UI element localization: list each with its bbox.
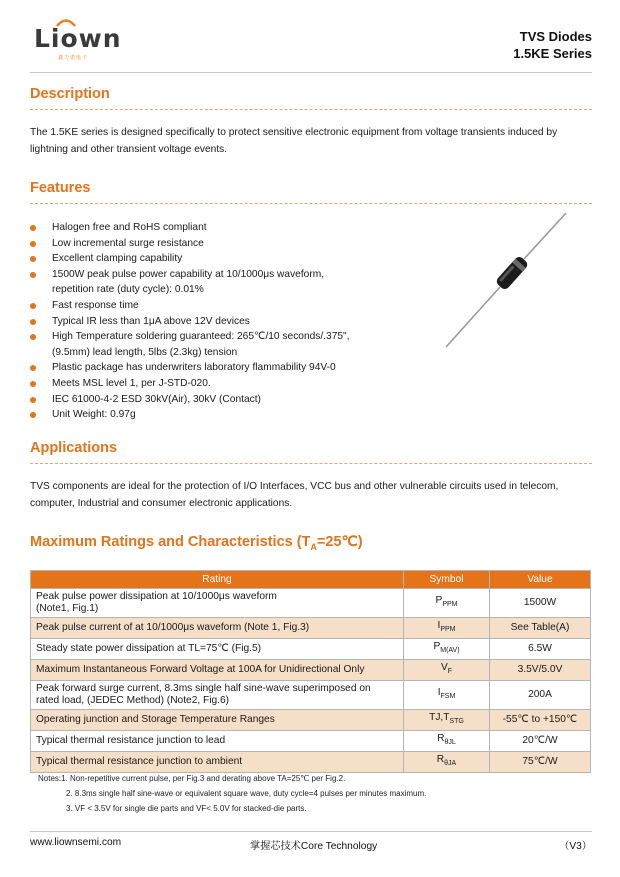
ratings-table	[30, 570, 591, 773]
table-row	[31, 589, 591, 618]
list-item-continuation: repetition rate (duty cycle): 0.01%	[52, 284, 204, 296]
list-item: Halogen free and RoHS compliant	[30, 220, 592, 236]
features-heading: Features	[30, 180, 91, 196]
logo-arc-icon	[55, 17, 77, 27]
logo-subtext: 鑫力诺电子	[58, 55, 89, 61]
table-row	[31, 752, 591, 773]
applications-heading: Applications	[30, 440, 118, 456]
table-row	[31, 660, 591, 681]
symbol-cell: $I_{FSM}$	[404, 681, 490, 710]
ratings-section	[30, 534, 592, 552]
value-cell: 1500W	[490, 589, 591, 618]
value-cell: 200A	[490, 681, 591, 710]
list-item: High Temperature soldering guaranteed: 265℃/10 seconds/.375",	[30, 329, 592, 345]
value-cell: See Table(A)	[490, 618, 591, 639]
footer-website-link[interactable]: www.liownsemi.com	[30, 837, 122, 848]
title-line-series: 1.5KE Series	[513, 46, 592, 61]
symbol-cell: $V_F$	[404, 660, 490, 681]
symbol-cell: $I_{PPM}$	[404, 618, 490, 639]
description-section	[30, 86, 592, 158]
section-divider	[30, 463, 592, 464]
value-cell: 75℃/W	[490, 752, 591, 773]
header-value: Value	[490, 571, 591, 589]
list-item: Low incremental surge resistance	[30, 236, 592, 252]
header-rating: Rating	[31, 571, 404, 589]
rating-cell: Peak pulse power dissipation at 10/1000μs waveform (Note1, Fig.1)	[31, 589, 404, 618]
note-2: 2. 8.3ms single half sine-wave or equivalent square wave, duty cycle=4 pulses per minutes maximum.	[66, 789, 427, 798]
symbol-cell: $R_{\theta JL}$	[404, 731, 490, 752]
footer-version: （V3）	[559, 841, 592, 852]
table-notes	[38, 771, 426, 816]
table-row	[31, 618, 591, 639]
table-row	[31, 731, 591, 752]
applications-section	[30, 440, 592, 512]
value-cell: 3.5V/5.0V	[490, 660, 591, 681]
list-item: Typical IR less than 1μA above 12V devices	[30, 314, 592, 330]
rating-cell: Peak pulse current of at 10/1000μs waveform (Note 1, Fig.3)	[31, 618, 404, 639]
document-title	[513, 28, 592, 62]
ratings-heading: Maximum Ratings and Characteristics $(T_A=25℃)$	[30, 534, 363, 552]
list-item-continuation: (9.5mm) lead length, 5lbs (2.3kg) tension	[52, 346, 238, 358]
rating-cell: Peak forward surge current, 8.3ms single half sine-wave superimposed on rated load, (JEDEC Method) (Note2, Fig.6)	[31, 681, 404, 710]
symbol-cell: $R_{\theta JA}$	[404, 752, 490, 773]
rating-cell: Steady state power dissipation at TL=75℃ (Fig.5)	[31, 639, 404, 660]
header-symbol: Symbol	[404, 571, 490, 589]
rating-cell: Maximum Instantaneous Forward Voltage at 100A for Unidirectional Only	[31, 660, 404, 681]
section-divider	[30, 109, 592, 110]
table-row	[31, 710, 591, 731]
list-item: Meets MSL level 1, per J-STD-020.	[30, 376, 592, 392]
table-row	[31, 681, 591, 710]
list-item: Unit Weight: 0.97g	[30, 407, 592, 423]
symbol-cell: $TJ,T_{STG}$	[404, 710, 490, 731]
symbol-cell: $P_{PPM}$	[404, 589, 490, 618]
footer-divider	[30, 831, 592, 832]
list-item: Plastic package has underwriters laboratory flammability 94V-0	[30, 360, 592, 376]
list-item: IEC 61000-4-2 ESD 30kV(Air), 30kV (Contact)	[30, 392, 592, 408]
company-logo	[34, 24, 122, 61]
table-header-row	[31, 571, 591, 589]
description-heading: Description	[30, 86, 110, 102]
list-item: 1500W peak pulse power capability at 10/1000μs waveform,	[30, 267, 592, 283]
list-item: Fast response time	[30, 298, 592, 314]
table-row	[31, 639, 591, 660]
rating-cell: Typical thermal resistance junction to lead	[31, 731, 404, 752]
note-1: Notes:1. Non-repetitive current pulse, per Fig.3 and derating above TA=25℃ per Fig.2.	[38, 774, 346, 783]
section-divider	[30, 203, 592, 204]
note-3: 3. VF < 3.5V for single die parts and VF< 5.0V for stacked-die parts.	[66, 804, 307, 813]
rating-cell: Operating junction and Storage Temperature Ranges	[31, 710, 404, 731]
list-item: Excellent clamping capability	[30, 251, 592, 267]
value-cell: -55℃ to +150℃	[490, 710, 591, 731]
page-header	[30, 22, 592, 70]
header-divider	[30, 72, 592, 73]
logo-wordmark: Liown	[34, 24, 122, 53]
description-text: The 1.5KE series is designed specifically to protect sensitive electronic equipment from voltage transients induced by lightning and other transient voltage events.	[30, 127, 558, 155]
rating-cell: Typical thermal resistance junction to ambient	[31, 752, 404, 773]
footer-slogan: 掌握芯技术Core Technology	[250, 841, 378, 852]
value-cell: 6.5W	[490, 639, 591, 660]
title-line-product: TVS Diodes	[519, 29, 592, 44]
diode-product-image	[438, 205, 573, 355]
symbol-cell: $P_{M(AV)}$	[404, 639, 490, 660]
value-cell: 20℃/W	[490, 731, 591, 752]
applications-text: TVS components are ideal for the protection of I/O Interfaces, VCC bus and other vulnerable circuits used in telecom, computer, Industrial and consumer electronic applications.	[30, 481, 559, 509]
